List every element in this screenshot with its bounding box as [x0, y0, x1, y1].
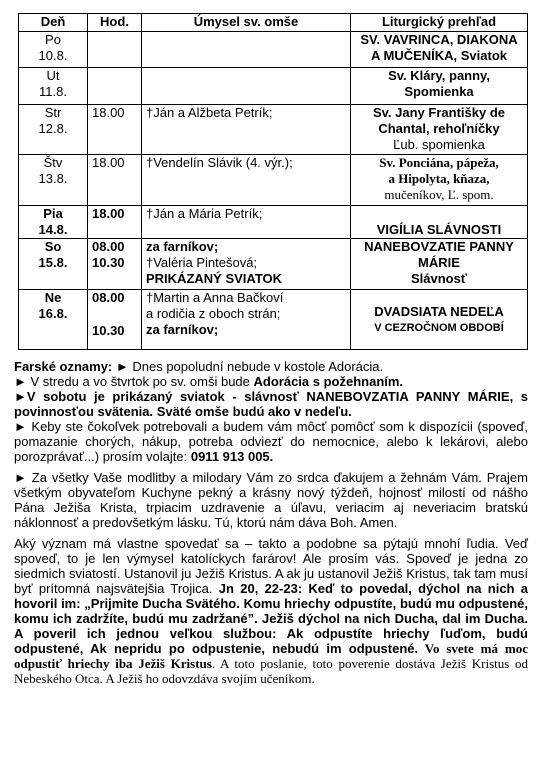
mass-intention: za farníkov;	[146, 239, 219, 254]
mass-schedule-table	[18, 13, 528, 350]
liturgy-line: Ľub. spomienka	[393, 137, 485, 152]
hour-cell	[88, 239, 142, 290]
hour-cell	[88, 290, 142, 350]
scripture-quote: Jn 20, 22-23: Keď to povedal, dýchol na nich a hovoril im: „Prijmite Ducha Svätého. Komu hriechy odpustíte, budú mu odpustené, komu ich zadržíte, budú mu zadržané”. Ježiš dýchol na nich Ducha, dal im Ducha. A poveril ich jednou veľkou službou: Ak odpustíte hriechy ľuďom, budú odpustené, Ak nepridu po odpustenie, nebudú im odpustené.	[14, 581, 528, 656]
day-date: 14.8.	[38, 222, 68, 237]
header-intention: Úmysel sv. omše	[142, 14, 351, 32]
day-date: 12.8.	[38, 121, 68, 136]
day-cell	[19, 206, 88, 239]
liturgy-line: Chantal, rehoľníčky	[378, 121, 500, 136]
day-date: 15.8.	[38, 255, 68, 270]
liturgy-line: mučeníkov, Ľ. spom.	[384, 187, 494, 202]
day-cell	[19, 155, 88, 206]
header-liturgy: Liturgický prehľad	[351, 14, 528, 32]
table-row	[19, 32, 528, 68]
day-cell	[19, 105, 88, 155]
mass-intention: a rodičia z oboch strán;	[146, 306, 281, 321]
announcement-4	[14, 419, 528, 464]
announcement-5: ► Za všetky Vaše modlitby a milodary Vám zo srdca ďakujem a žehnám Vám. Prajem všetkým obyvateľom Kuchyne pekný a krásny nový týždeň, hojnosť milostí od nášho Pána Ježiša Krista, trpiacim uzdravenie a úľavu, veriacim aj neveriacim bratskú náklonnosť a predovšetkým lásku. Tú, ktorú nám dáva Boh. Amen.	[14, 470, 528, 530]
intention-cell	[142, 206, 351, 239]
mass-hour: 18.00	[92, 155, 125, 170]
liturgy-line: A MUČENÍKA, Sviatok	[370, 48, 508, 63]
spacer	[92, 306, 137, 323]
day-date: 11.8.	[39, 84, 67, 99]
liturgy-cell	[351, 206, 528, 239]
bullet: ►	[14, 389, 27, 404]
hour-cell	[88, 32, 142, 68]
day-name: Pia	[43, 206, 63, 221]
mass-intention: †Martin a Anna Bačkoví	[146, 290, 284, 305]
announcement-text: ► V stredu a vo štvrtok po sv. omši bude	[14, 374, 254, 389]
liturgy-cell	[351, 239, 528, 290]
day-cell	[19, 68, 88, 105]
reflection-text: Aký význam má vlastne spovedať sa – takto a podobne sa pýtajú mnohí ľudia. Veď spoveď, to je len výmysel katolíckych farárov! Ale prosím vás. Spoveď je jedna zo siedmich sviatostí. Ustanovil ju Ježiš Kristus. A ak ju ustanovil Ježiš Kristus, tak tam musí byť prítomná najsvätejšia Trojica.	[14, 536, 528, 596]
liturgy-line: VIGÍLIA SLÁVNOSTI	[376, 222, 502, 237]
announcement-1	[14, 359, 528, 374]
announcement-3	[14, 389, 528, 419]
reflection-text: . A toto poslanie, toto poverenie dostáva Ježiš Kristus od Nebeského Otca. A Ježiš ho odovzdáva svojím učeníkom.	[14, 656, 528, 686]
reflection-paragraph	[14, 536, 528, 686]
table-row	[19, 206, 528, 239]
intention-cell	[142, 155, 351, 206]
mass-intention: †Ján a Alžbeta Petrík;	[146, 105, 273, 120]
intention-cell	[142, 239, 351, 290]
mass-intention: †Valéria Pintešová;	[146, 255, 258, 270]
mass-intention: PRIKÁZANÝ SVIATOK	[146, 271, 283, 286]
mass-hour: 18.00	[92, 105, 125, 120]
intention-cell	[142, 32, 351, 68]
table-row	[19, 105, 528, 155]
day-name: Ne	[44, 290, 62, 305]
liturgy-line: Spomienka	[404, 84, 474, 99]
day-name: Ut	[46, 68, 60, 83]
mass-hour: 08.00	[92, 239, 125, 254]
hour-cell	[88, 155, 142, 206]
intention-cell	[142, 290, 351, 350]
hour-cell	[88, 68, 142, 105]
announcement-emphasis: V sobotu je prikázaný sviatok - slávnosť NANEBOVZATIA PANNY MÁRIE, s povinnosťou svätenia. Sväté omše budú ako v nedeľu.	[14, 389, 528, 419]
day-date: 16.8.	[38, 306, 68, 321]
liturgy-line: Sv. Kláry, panny,	[388, 68, 490, 83]
day-name: Str	[44, 105, 62, 120]
liturgy-cell	[351, 105, 528, 155]
day-cell	[19, 290, 88, 350]
day-name: So	[44, 239, 62, 254]
liturgy-line: Sv. Jany Františky de	[373, 105, 505, 120]
table-header-row	[19, 14, 528, 32]
liturgy-line: DVADSIATA NEDEĽA	[374, 303, 504, 319]
liturgy-line: a Hipolyta, kňaza,	[388, 171, 490, 186]
liturgy-line: Sv. Ponciána, pápeža,	[379, 155, 499, 170]
day-cell	[19, 32, 88, 68]
hour-cell	[88, 206, 142, 239]
liturgy-line: SV. VAVRINCA, DIAKONA	[360, 32, 518, 47]
announcement-2	[14, 374, 528, 389]
announcement-text: ► Keby ste čokoľvek potrebovali a budem vám môcť pomôcť som k dispozícii (spoveď, pomazanie chorých, nákup, potreba odviezť do nemocnice, alebo k lekárovi, alebo porozprávať...) prosím volajte:	[14, 419, 528, 464]
day-cell	[19, 239, 88, 290]
table-row	[19, 68, 528, 105]
announcement-text: ► Dnes popoludní nebude v kostole Adorácia.	[112, 359, 384, 374]
day-name: Po	[45, 32, 61, 47]
mass-intention: za farníkov;	[146, 322, 219, 337]
table-row	[19, 155, 528, 206]
day-date: 13.8.	[38, 171, 68, 186]
mass-intention: †Vendelín Slávik (4. výr.);	[146, 155, 293, 170]
table-row	[19, 290, 528, 350]
liturgy-line: NANEBOVZATIE PANNY	[364, 239, 514, 254]
liturgy-line: MÁRIE	[418, 255, 460, 270]
mass-hour: 10.30	[92, 255, 125, 270]
announcement-emphasis: Adorácia s požehnaním.	[253, 374, 404, 389]
header-hour: Hod.	[88, 14, 142, 32]
mass-intention: †Ján a Mária Petrík;	[146, 206, 263, 221]
day-date: 10.8.	[38, 48, 68, 63]
phone-number: 0911 913 005.	[190, 449, 274, 464]
liturgy-cell	[351, 290, 528, 350]
day-name: Štv	[43, 155, 63, 170]
intention-cell	[142, 68, 351, 105]
liturgy-line: Slávnosť	[410, 271, 468, 286]
intention-cell	[142, 105, 351, 155]
mass-hour: 18.00	[92, 206, 125, 221]
liturgy-line: V CEZROČNOM OBDOBÍ	[374, 321, 504, 334]
liturgy-cell	[351, 32, 528, 68]
reflection-emphasis: Vo svete má moc odpustiť hriechy iba Ježiš Kristus	[14, 641, 528, 671]
announcements-title: Farské oznamy:	[14, 359, 113, 374]
mass-hour: 08.00	[92, 290, 125, 305]
parish-announcements	[14, 359, 528, 686]
liturgy-cell	[351, 68, 528, 105]
header-day: Deň	[19, 14, 88, 32]
mass-hour: 10.30	[92, 323, 125, 338]
liturgy-cell	[351, 155, 528, 206]
hour-cell	[88, 105, 142, 155]
table-row	[19, 239, 528, 290]
